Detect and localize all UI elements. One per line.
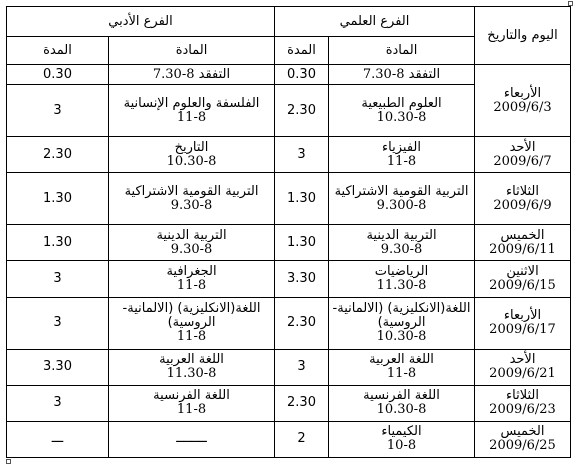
table-row bbox=[7, 225, 571, 261]
science-duration-cell: 3 bbox=[275, 137, 329, 173]
science-subject-cell: التربية القومية الاشتراكية 9.300-8 bbox=[329, 173, 475, 225]
header-literary-duration: المدة bbox=[7, 37, 109, 65]
table-row bbox=[7, 421, 571, 457]
science-duration-cell: 3.30 bbox=[275, 261, 329, 297]
literary-subject-cell: اللغة الفرنسية 11-8 bbox=[109, 385, 275, 421]
literary-duration-cell: 3 bbox=[7, 297, 109, 349]
literary-duration-cell: 3 bbox=[7, 85, 109, 137]
science-subject-cell: الفيزياء 11-8 bbox=[329, 137, 475, 173]
literary-duration-cell: 3.30 bbox=[7, 349, 109, 385]
literary-subject-cell: التربية الدينية 9.30-8 bbox=[109, 225, 275, 261]
science-subject-cell: التفقد 8-7.30 bbox=[329, 65, 475, 85]
science-duration-cell: 2.30 bbox=[275, 297, 329, 349]
table-row bbox=[7, 385, 571, 421]
literary-duration-cell: 3 bbox=[7, 261, 109, 297]
science-subject-cell: التربية الدينية 9.30-8 bbox=[329, 225, 475, 261]
science-subject-cell: اللغة(الانكليزية) (الالمانية-الروسية) 10.30-8 bbox=[329, 297, 475, 349]
day-date-cell: الثلاثاء 2009/6/9 bbox=[475, 173, 571, 225]
literary-subject-cell: التاريخ 10.30-8 bbox=[109, 137, 275, 173]
day-date-cell: الأحد 2009/6/7 bbox=[475, 137, 571, 173]
science-subject-cell: العلوم الطبيعية 10.30-8 bbox=[329, 85, 475, 137]
header-literary-subject: المادة bbox=[109, 37, 275, 65]
table-row bbox=[7, 137, 571, 173]
literary-subject-cell: الفلسفة والعلوم الإنسانية 11-8 bbox=[109, 85, 275, 137]
science-duration-cell: 0.30 bbox=[275, 65, 329, 85]
header-science-duration: المدة bbox=[275, 37, 329, 65]
header-science-subject: المادة bbox=[329, 37, 475, 65]
table-row bbox=[7, 297, 571, 349]
literary-subject-cell: اللغة العربية 11.30-8 bbox=[109, 349, 275, 385]
science-subject-cell: الرياضيات 11.30-8 bbox=[329, 261, 475, 297]
table-row bbox=[7, 65, 571, 85]
science-duration-cell: 2 bbox=[275, 421, 329, 457]
day-date-cell: الخميس 2009/6/11 bbox=[475, 225, 571, 261]
exam-schedule-table bbox=[6, 6, 571, 458]
literary-subject-cell: التفقد 8-7.30 bbox=[109, 65, 275, 85]
header-science-branch: الفرع العلمي bbox=[275, 7, 475, 37]
science-duration-cell: 3 bbox=[275, 349, 329, 385]
table-row bbox=[7, 261, 571, 297]
science-duration-cell: 1.30 bbox=[275, 173, 329, 225]
literary-duration-cell: 1.30 bbox=[7, 173, 109, 225]
day-date-cell: الأربعاء 2009/6/17 bbox=[475, 297, 571, 349]
table-row bbox=[7, 173, 571, 225]
table-resize-handle[interactable] bbox=[6, 459, 11, 464]
science-subject-cell: اللغة الفرنسية 10.30-8 bbox=[329, 385, 475, 421]
literary-duration-cell: 2.30 bbox=[7, 137, 109, 173]
day-date-cell: الاثنين 2009/6/15 bbox=[475, 261, 571, 297]
literary-duration-cell: 1.30 bbox=[7, 225, 109, 261]
header-literary-branch: الفرع الأدبي bbox=[7, 7, 275, 37]
header-day-date: اليوم والتاريخ bbox=[475, 7, 571, 65]
literary-duration-cell: 3 bbox=[7, 385, 109, 421]
science-subject-cell: اللغة العربية 11-8 bbox=[329, 349, 475, 385]
literary-duration-cell: ـــ bbox=[7, 421, 109, 457]
literary-subject-cell: التربية القومية الاشتراكية 9.30-8 bbox=[109, 173, 275, 225]
literary-subject-cell: الجغرافية 11-8 bbox=[109, 261, 275, 297]
literary-subject-cell: ــــــــ bbox=[109, 421, 275, 457]
literary-subject-cell: اللغة(الانكليزية) (الالمانية-الروسية) 11-8 bbox=[109, 297, 275, 349]
science-duration-cell: 2.30 bbox=[275, 385, 329, 421]
science-duration-cell: 1.30 bbox=[275, 225, 329, 261]
day-date-cell: الأحد 2009/6/21 bbox=[475, 349, 571, 385]
day-date-cell: الثلاثاء 2009/6/23 bbox=[475, 385, 571, 421]
science-duration-cell: 2.30 bbox=[275, 85, 329, 137]
day-date-cell: الأربعاء 2009/6/3 bbox=[475, 65, 571, 137]
day-date-cell: الخميس 2009/6/25 bbox=[475, 421, 571, 457]
science-subject-cell: الكيمياء 10-8 bbox=[329, 421, 475, 457]
literary-duration-cell: 0.30 bbox=[7, 65, 109, 85]
table-row bbox=[7, 349, 571, 385]
